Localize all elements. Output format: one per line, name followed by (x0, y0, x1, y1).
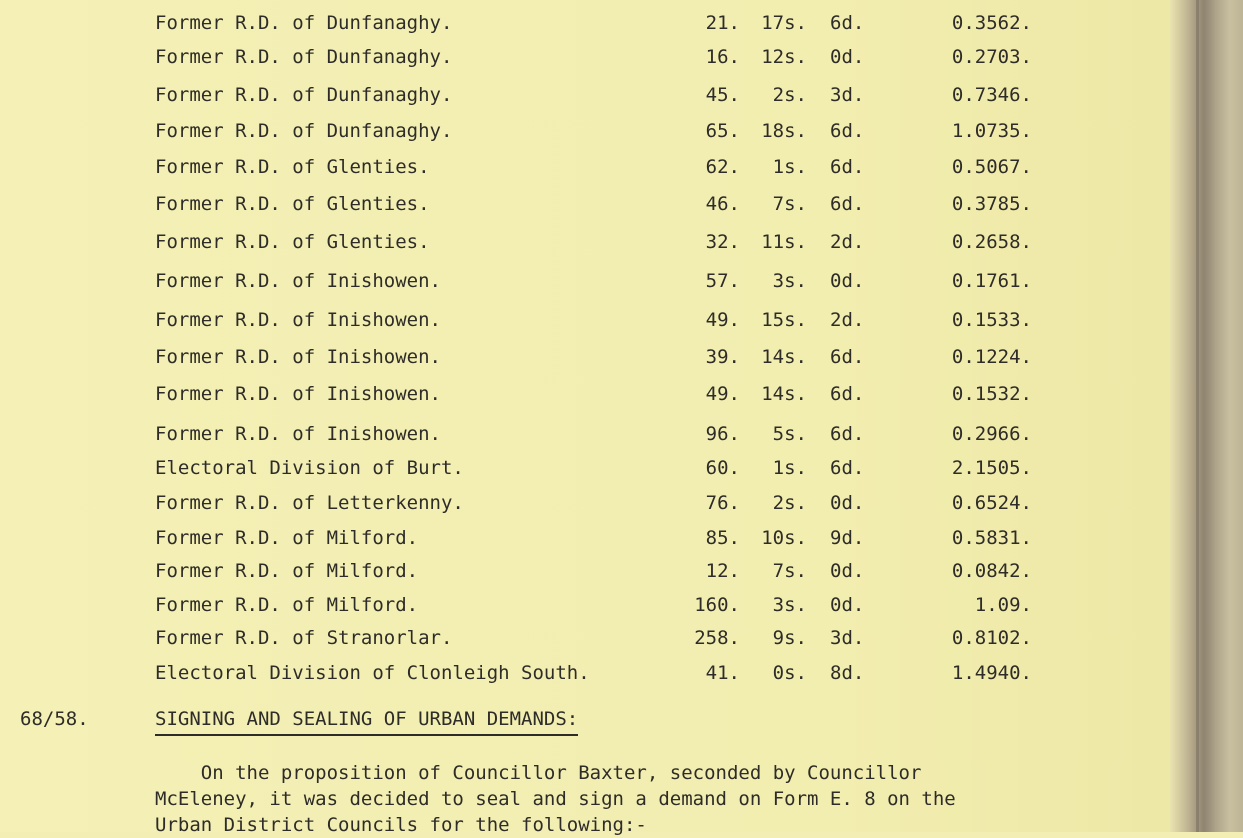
table-row (0, 82, 1100, 108)
row-pounds: 16. (705, 46, 740, 68)
row-pounds: 57. (705, 270, 740, 292)
row-pence: 6d. (830, 457, 865, 479)
row-rate: 1.0735. (951, 120, 1032, 142)
row-shillings: 7s. (772, 193, 807, 215)
row-pounds: 49. (705, 383, 740, 405)
row-pence: 0d. (830, 46, 865, 68)
row-pence: 6d. (830, 383, 865, 405)
row-rate: 0.0842. (951, 560, 1032, 582)
row-shillings: 0s. (772, 662, 807, 684)
row-pence: 2d. (830, 309, 865, 331)
row-pence: 6d. (830, 156, 865, 178)
row-pence: 6d. (830, 346, 865, 368)
row-pounds: 32. (705, 231, 740, 253)
book-binding (1170, 0, 1243, 832)
row-rate: 0.1532. (951, 383, 1032, 405)
row-pounds: 41. (705, 662, 740, 684)
row-shillings: 12s. (761, 46, 807, 68)
row-pounds: 160. (694, 594, 740, 616)
row-pence: 2d. (830, 231, 865, 253)
row-description: Former R.D. of Dunfanaghy. (155, 120, 453, 142)
row-rate: 1.4940. (951, 662, 1032, 684)
row-pence: 3d. (830, 627, 865, 649)
row-description: Former R.D. of Glenties. (155, 156, 430, 178)
row-shillings: 1s. (772, 156, 807, 178)
row-pounds: 45. (705, 84, 740, 106)
body-paragraph (155, 760, 1055, 838)
row-pence: 6d. (830, 120, 865, 142)
table-row (0, 307, 1100, 333)
row-shillings: 3s. (772, 594, 807, 616)
row-rate: 0.1224. (951, 346, 1032, 368)
table-row (0, 421, 1100, 447)
row-pence: 6d. (830, 12, 865, 34)
row-pence: 0d. (830, 594, 865, 616)
row-shillings: 14s. (761, 346, 807, 368)
row-shillings: 10s. (761, 527, 807, 549)
table-row (0, 10, 1100, 36)
section-heading: SIGNING AND SEALING OF URBAN DEMANDS: (155, 706, 578, 736)
row-description: Former R.D. of Inishowen. (155, 309, 441, 331)
row-shillings: 2s. (772, 84, 807, 106)
row-rate: 0.2658. (951, 231, 1032, 253)
table-row (0, 154, 1100, 180)
row-rate: 2.1505. (951, 457, 1032, 479)
paragraph-line: McEleney, it was decided to seal and sign a demand on Form E. 8 on the (155, 788, 956, 810)
row-description: Former R.D. of Inishowen. (155, 423, 441, 445)
row-rate: 0.2966. (951, 423, 1032, 445)
row-pence: 0d. (830, 270, 865, 292)
row-description: Former R.D. of Glenties. (155, 193, 430, 215)
row-description: Former R.D. of Inishowen. (155, 270, 441, 292)
row-description: Former R.D. of Stranorlar. (155, 627, 453, 649)
row-pounds: 49. (705, 309, 740, 331)
row-pounds: 39. (705, 346, 740, 368)
table-row (0, 525, 1100, 551)
row-rate: 0.2703. (951, 46, 1032, 68)
row-rate: 0.7346. (951, 84, 1032, 106)
table-row (0, 344, 1100, 370)
row-pounds: 258. (694, 627, 740, 649)
row-shillings: 17s. (761, 12, 807, 34)
table-row (0, 118, 1100, 144)
row-description: Electoral Division of Clonleigh South. (155, 662, 590, 684)
table-row (0, 191, 1100, 217)
row-shillings: 14s. (761, 383, 807, 405)
row-rate: 0.8102. (951, 627, 1032, 649)
row-description: Former R.D. of Glenties. (155, 231, 430, 253)
row-pounds: 12. (705, 560, 740, 582)
row-rate: 0.1761. (951, 270, 1032, 292)
row-pence: 3d. (830, 84, 865, 106)
row-pence: 0d. (830, 492, 865, 514)
paragraph-line: Urban District Councils for the following:- (155, 814, 647, 836)
row-pounds: 85. (705, 527, 740, 549)
table-row (0, 490, 1100, 516)
row-shillings: 18s. (761, 120, 807, 142)
row-shillings: 11s. (761, 231, 807, 253)
row-shillings: 9s. (772, 627, 807, 649)
row-rate: 0.6524. (951, 492, 1032, 514)
row-pounds: 60. (705, 457, 740, 479)
row-pence: 0d. (830, 560, 865, 582)
row-description: Former R.D. of Dunfanaghy. (155, 46, 453, 68)
row-pounds: 65. (705, 120, 740, 142)
row-description: Former R.D. of Inishowen. (155, 346, 441, 368)
row-shillings: 15s. (761, 309, 807, 331)
row-shillings: 1s. (772, 457, 807, 479)
table-row (0, 592, 1100, 618)
table-row (0, 229, 1100, 255)
row-rate: 1.09. (974, 594, 1032, 616)
table-row (0, 381, 1100, 407)
row-pounds: 46. (705, 193, 740, 215)
row-description: Former R.D. of Milford. (155, 594, 419, 616)
row-shillings: 3s. (772, 270, 807, 292)
table-row (0, 625, 1100, 651)
row-pence: 8d. (830, 662, 865, 684)
row-shillings: 2s. (772, 492, 807, 514)
row-description: Former R.D. of Letterkenny. (155, 492, 464, 514)
row-pence: 9d. (830, 527, 865, 549)
row-pounds: 62. (705, 156, 740, 178)
row-shillings: 7s. (772, 560, 807, 582)
paragraph-line: On the proposition of Councillor Baxter, seconded by Councillor (155, 762, 922, 784)
row-pounds: 76. (705, 492, 740, 514)
row-description: Former R.D. of Dunfanaghy. (155, 84, 453, 106)
minute-number: 68/58. (20, 708, 89, 730)
table-row (0, 268, 1100, 294)
table-row (0, 44, 1100, 70)
row-description: Former R.D. of Milford. (155, 560, 419, 582)
row-description: Electoral Division of Burt. (155, 457, 464, 479)
row-pence: 6d. (830, 193, 865, 215)
row-rate: 0.3785. (951, 193, 1032, 215)
row-description: Former R.D. of Inishowen. (155, 383, 441, 405)
row-description: Former R.D. of Milford. (155, 527, 419, 549)
row-pounds: 96. (705, 423, 740, 445)
row-description: Former R.D. of Dunfanaghy. (155, 12, 453, 34)
row-rate: 0.1533. (951, 309, 1032, 331)
row-rate: 0.5067. (951, 156, 1032, 178)
row-pounds: 21. (705, 12, 740, 34)
table-row (0, 455, 1100, 481)
table-row (0, 660, 1100, 686)
table-row (0, 558, 1100, 584)
row-rate: 0.5831. (951, 527, 1032, 549)
row-shillings: 5s. (772, 423, 807, 445)
row-pence: 6d. (830, 423, 865, 445)
row-rate: 0.3562. (951, 12, 1032, 34)
